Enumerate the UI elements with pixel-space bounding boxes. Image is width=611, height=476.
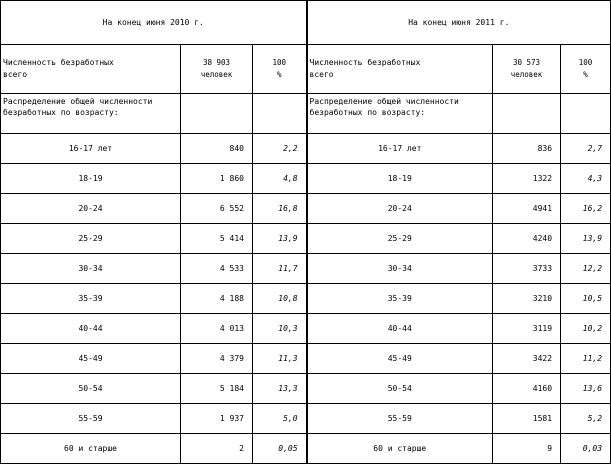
total-value-2010-number: 38 903 [202,58,231,67]
percent-2011: 2,7 [561,134,611,164]
distribution-label-2011: Распределение общей численности безработных по возрасту: [307,94,493,134]
count-2010: 4 013 [181,314,253,344]
count-2010: 840 [181,134,253,164]
age-label-2011: 55-59 [307,404,493,434]
age-label-2011: 30-34 [307,254,493,284]
age-row [1,254,611,284]
total-label-2010 [1,45,181,94]
count-2011: 1322 [493,164,561,194]
percent-2010: 2,2 [253,134,307,164]
count-2010: 5 184 [181,374,253,404]
percent-2010: 16,8 [253,194,307,224]
percent-2010: 4,8 [253,164,307,194]
total-pct-2010-number: 100 [272,58,287,67]
distribution-empty-value-2011 [493,94,561,134]
count-2010: 1 860 [181,164,253,194]
age-row [1,224,611,254]
percent-2011: 10,5 [561,284,611,314]
age-label-2011: 20-24 [307,194,493,224]
age-row [1,134,611,164]
count-2011: 3210 [493,284,561,314]
percent-2010: 11,7 [253,254,307,284]
percent-2010: 5,0 [253,404,307,434]
count-2010: 4 533 [181,254,253,284]
total-pct-2011-number: 100 [578,58,593,67]
percent-2010: 13,3 [253,374,307,404]
count-2011: 9 [493,434,561,464]
distribution-empty-pct-2011 [561,94,611,134]
age-label-2011: 40-44 [307,314,493,344]
count-2011: 3422 [493,344,561,374]
age-row [1,374,611,404]
total-label-line2-2011: всего [309,70,334,79]
percent-2011: 16,2 [561,194,611,224]
period-2010-header: На конец июня 2010 г. [1,1,307,45]
count-2011: 3733 [493,254,561,284]
count-2010: 2 [181,434,253,464]
age-row [1,284,611,314]
total-pct-2010 [253,45,307,94]
count-2011: 4240 [493,224,561,254]
count-2011: 836 [493,134,561,164]
age-label-2010: 60 и старше [1,434,181,464]
age-row [1,164,611,194]
percent-2011: 13,6 [561,374,611,404]
total-label-2011 [307,45,493,94]
percent-2010: 11,3 [253,344,307,374]
period-2011-header: На конец июня 2011 г. [307,1,611,45]
count-2011: 4160 [493,374,561,404]
percent-2011: 5,2 [561,404,611,434]
percent-2010: 13,9 [253,224,307,254]
age-label-2011: 45-49 [307,344,493,374]
percent-2010: 10,3 [253,314,307,344]
age-label-2010: 45-49 [1,344,181,374]
total-pct-2011 [561,45,611,94]
total-label-line1-2011: Численность безработных [309,58,421,67]
count-2010: 5 414 [181,224,253,254]
percent-2011: 10,2 [561,314,611,344]
percent-2010: 10,8 [253,284,307,314]
age-label-2011: 35-39 [307,284,493,314]
header-row [1,1,611,45]
distribution-label-2010: Распределение общей численности безработных по возрасту: [1,94,181,134]
age-label-2011: 25-29 [307,224,493,254]
percent-2011: 11,2 [561,344,611,374]
percent-2011: 4,3 [561,164,611,194]
total-value-2011 [493,45,561,94]
total-value-2011-number: 30 573 [512,58,541,67]
age-label-2011: 16-17 лет [307,134,493,164]
total-label-line2: всего [3,70,28,79]
age-label-2010: 20-24 [1,194,181,224]
percent-2011: 13,9 [561,224,611,254]
percent-2011: 0,03 [561,434,611,464]
age-label-2010: 35-39 [1,284,181,314]
age-row [1,314,611,344]
percent-2010: 0,05 [253,434,307,464]
age-label-2011: 60 и старше [307,434,493,464]
age-label-2010: 55-59 [1,404,181,434]
count-2010: 1 937 [181,404,253,434]
percent-2011: 12,2 [561,254,611,284]
age-label-2011: 18-19 [307,164,493,194]
age-label-2010: 25-29 [1,224,181,254]
age-row [1,344,611,374]
age-row [1,194,611,224]
total-row [1,45,611,94]
age-label-2010: 30-34 [1,254,181,284]
count-2010: 6 552 [181,194,253,224]
age-label-2010: 16-17 лет [1,134,181,164]
age-label-2011: 50-54 [307,374,493,404]
age-row [1,434,611,464]
distribution-row [1,94,611,134]
age-label-2010: 18-19 [1,164,181,194]
total-value-2010 [181,45,253,94]
distribution-empty-pct-2010 [253,94,307,134]
age-label-2010: 50-54 [1,374,181,404]
distribution-empty-value-2010 [181,94,253,134]
count-2011: 3119 [493,314,561,344]
total-pct-2011-unit: % [583,70,588,79]
count-2010: 4 379 [181,344,253,374]
total-value-2010-unit: человек [200,70,233,79]
total-value-2011-unit: человек [510,70,543,79]
total-label-line1: Численность безработных [3,58,114,67]
count-2011: 1581 [493,404,561,434]
count-2011: 4941 [493,194,561,224]
age-row [1,404,611,434]
age-label-2010: 40-44 [1,314,181,344]
total-pct-2010-unit: % [277,70,282,79]
count-2010: 4 188 [181,284,253,314]
